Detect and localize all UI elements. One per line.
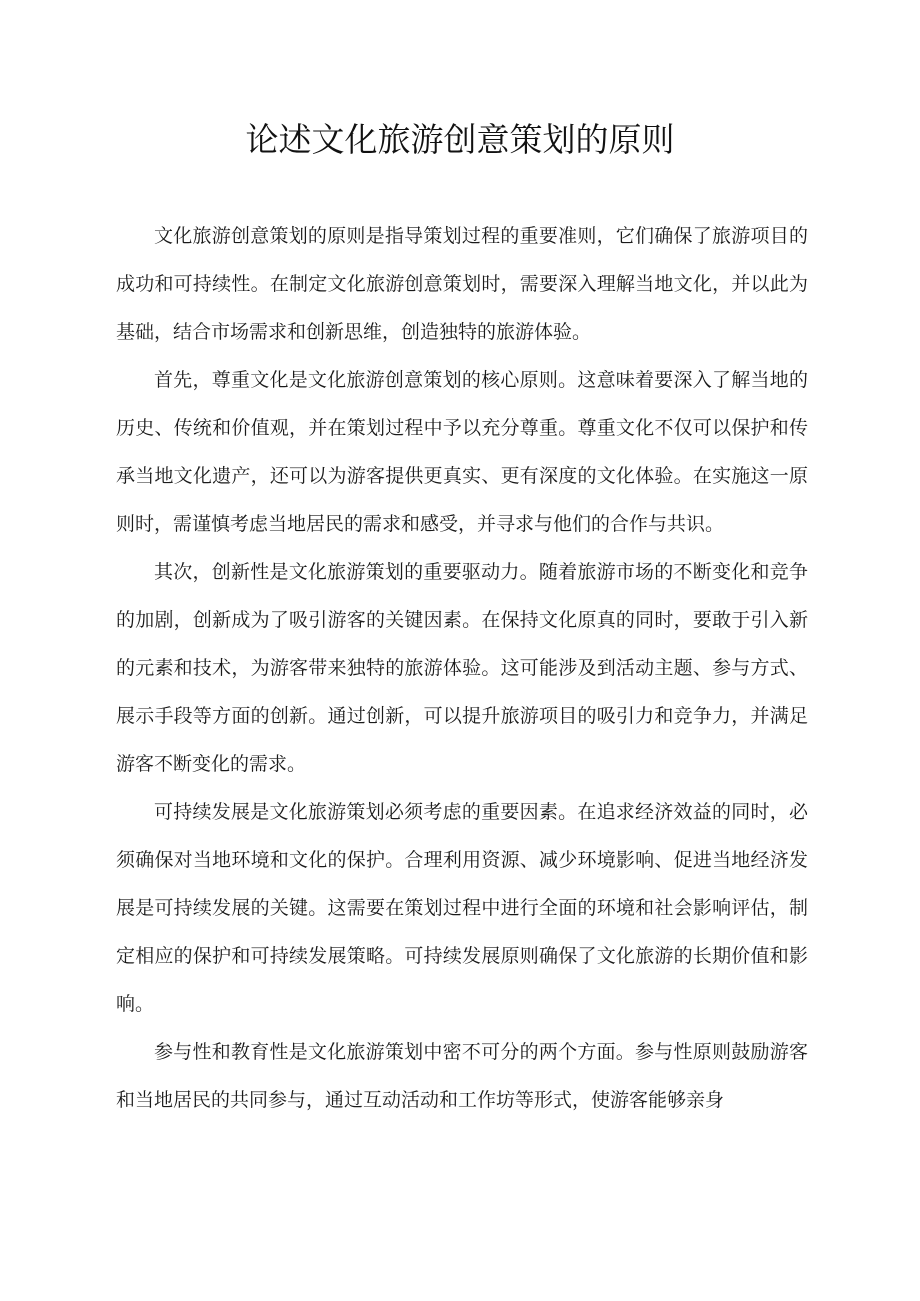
paragraph-5: 参与性和教育性是文化旅游策划中密不可分的两个方面。参与性原则鼓励游客和当地居民的共同参与，通过互动活动和工作坊等形式，使游客能够亲身	[116, 1041, 808, 1111]
document-body	[116, 212, 808, 1124]
paragraph-3: 其次，创新性是文化旅游策划的重要驱动力。随着旅游市场的不断变化和竞争的加剧，创新成为了吸引游客的关键因素。在保持文化原真的同时，要敢于引入新的元素和技术，为游客带来独特的旅游体验。这可能涉及到活动主题、参与方式、展示手段等方面的创新。通过创新，可以提升旅游项目的吸引力和竞争力，并满足游客不断变化的需求。	[116, 561, 808, 775]
paragraph-4: 可持续发展是文化旅游策划必须考虑的重要因素。在追求经济效益的同时，必须确保对当地环境和文化的保护。合理利用资源、减少环境影响、促进当地经济发展是可持续发展的关键。这需要在策划过程中进行全面的环境和社会影响评估，制定相应的保护和可持续发展策略。可持续发展原则确保了文化旅游的长期价值和影响。	[116, 801, 808, 1015]
paragraph-2: 首先，尊重文化是文化旅游创意策划的核心原则。这意味着要深入了解当地的历史、传统和价值观，并在策划过程中予以充分尊重。尊重文化不仅可以保护和传承当地文化遗产，还可以为游客提供更真实、更有深度的文化体验。在实施这一原则时，需谨慎考虑当地居民的需求和感受，并寻求与他们的合作与共识。	[116, 369, 808, 535]
paragraph-1: 文化旅游创意策划的原则是指导策划过程的重要准则，它们确保了旅游项目的成功和可持续性。在制定文化旅游创意策划时，需要深入理解当地文化，并以此为基础，结合市场需求和创新思维，创造独特的旅游体验。	[116, 225, 808, 343]
document-title: 论述文化旅游创意策划的原则	[245, 120, 675, 159]
